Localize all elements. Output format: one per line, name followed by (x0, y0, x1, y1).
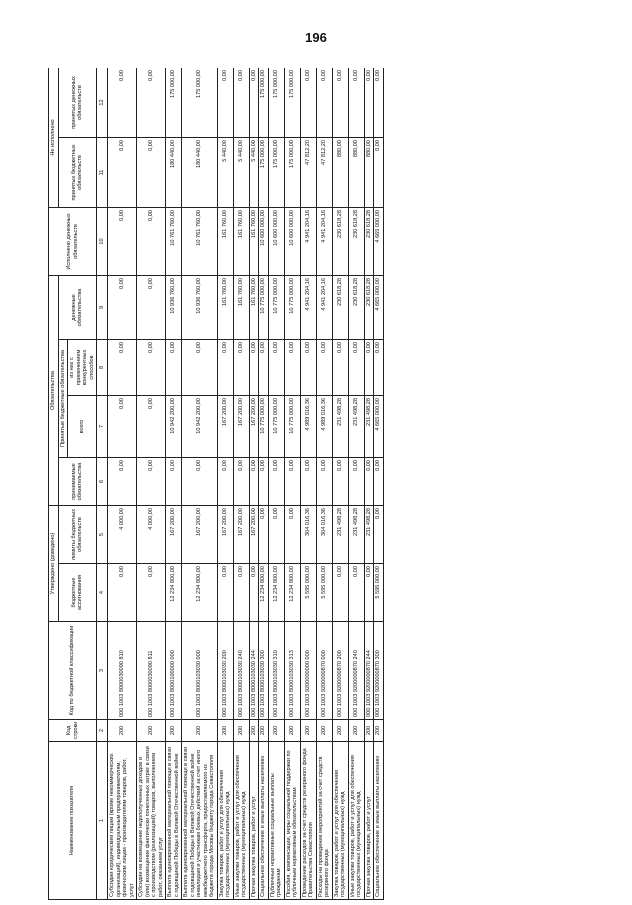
cell-executed: 10 600 000,00 (268, 207, 284, 275)
cell-limits: 231 498,28 (364, 505, 374, 563)
cell-limits: 231 498,28 (332, 505, 348, 563)
cell-competitive: 0,00 (316, 339, 332, 395)
row-name: Субсидии на возмещение недополученных доходов и (или) возмещение фактически понесенных затрат в связи с производством (реализацией) товаров, выполнением работ, оказанием услуг (137, 742, 166, 900)
cell-total: 4 989 016,36 (316, 395, 332, 457)
cell-money-obl: 161 760,00 (249, 275, 259, 339)
col-index: 7 (97, 395, 108, 457)
row-code: 000 1003 8000103030 000 (182, 622, 218, 720)
cell-not-exec-budget: 880,00 (364, 137, 374, 207)
cell-executed: 10 600 000,00 (284, 207, 300, 275)
header-code-budget: Код по бюджетной классификации (49, 622, 97, 720)
col-index: 12 (97, 68, 108, 137)
row-line: 200 (233, 720, 249, 742)
col-index: 1 (97, 742, 108, 900)
cell-limits: 167 200,00 (217, 505, 233, 563)
cell-not-exec-budget: 0,00 (137, 137, 166, 207)
row-name: Прочая закупка товаров, работ и услуг (249, 742, 259, 900)
cell-accepted: 0,00 (300, 457, 316, 505)
cell-budget-assign: 0,00 (108, 564, 137, 622)
col-index: 8 (97, 339, 108, 395)
cell-accepted: 0,00 (316, 457, 332, 505)
cell-total: 10 775 000,00 (284, 395, 300, 457)
cell-not-exec-budget: 5 440,00 (233, 137, 249, 207)
cell-limits: 167 200,00 (166, 505, 182, 563)
cell-money-obl: 4 941 204,16 (300, 275, 316, 339)
table-row (348, 68, 364, 900)
cell-budget-assign: 12 234 800,00 (166, 564, 182, 622)
cell-not-exec-money: 0,00 (316, 68, 332, 137)
cell-budget-assign: 5 595 000,00 (374, 564, 384, 622)
header-accepted-budget-obl: принятых бюджетных обязательств (58, 137, 97, 207)
table-row (332, 68, 348, 900)
cell-executed: 230 618,28 (332, 207, 348, 275)
cell-executed: 10 761 760,00 (182, 207, 218, 275)
cell-executed: 230 618,28 (364, 207, 374, 275)
row-name: Выплата единовременной материальной помощи в связи с годовщиной Победы в Великой Отечественной войне (166, 742, 182, 900)
cell-not-exec-money: 175 000,00 (182, 68, 218, 137)
row-line: 200 (182, 720, 218, 742)
header-total: всего (68, 395, 97, 457)
row-code: 000 1003 8000103030 200 (217, 622, 233, 720)
table-row (249, 68, 259, 900)
header-accepted: принимаемые обязательства (58, 457, 97, 505)
cell-not-exec-money: 175 000,00 (268, 68, 284, 137)
cell-budget-assign: 0,00 (332, 564, 348, 622)
row-name: Субсидии юридическим лицам (кроме некоммерческих организаций), индивидуальным предпринимателям, физическим лицам - производителям товаров, работ, услуг (108, 742, 137, 900)
cell-not-exec-budget: 0,00 (374, 137, 384, 207)
cell-not-exec-budget: 175 000,00 (284, 137, 300, 207)
cell-accepted: 0,00 (374, 457, 384, 505)
cell-money-obl: 10 775 000,00 (284, 275, 300, 339)
header-accepted-budget: Принятые бюджетные обязательства (58, 339, 68, 457)
col-index: 6 (97, 457, 108, 505)
cell-not-exec-money: 0,00 (108, 68, 137, 137)
header-name: Наименование показателя (49, 742, 97, 900)
column-index-row (97, 68, 108, 900)
cell-executed: 10 600 000,00 (259, 207, 269, 275)
cell-budget-assign: 0,00 (137, 564, 166, 622)
cell-total: 0,00 (108, 395, 137, 457)
col-index: 3 (97, 622, 108, 720)
cell-money-obl: 4 941 204,16 (316, 275, 332, 339)
cell-limits: 4 000,00 (108, 505, 137, 563)
cell-not-exec-money: 0,00 (374, 68, 384, 137)
cell-executed: 4 941 204,16 (316, 207, 332, 275)
cell-competitive: 0,00 (268, 339, 284, 395)
cell-executed: 4 941 204,16 (300, 207, 316, 275)
table-row (259, 68, 269, 900)
table-row (300, 68, 316, 900)
row-line: 200 (284, 720, 300, 742)
cell-limits: 304 016,36 (316, 505, 332, 563)
col-index: 5 (97, 505, 108, 563)
row-name: Социальное обеспечение и иные выплаты населению (259, 742, 269, 900)
cell-total: 10 775 000,00 (268, 395, 284, 457)
cell-competitive: 0,00 (182, 339, 218, 395)
cell-not-exec-money: 0,00 (364, 68, 374, 137)
cell-not-exec-money: 0,00 (249, 68, 259, 137)
row-line: 200 (166, 720, 182, 742)
cell-total: 231 498,28 (332, 395, 348, 457)
cell-budget-assign: 5 595 000,00 (316, 564, 332, 622)
cell-money-obl: 10 936 760,00 (166, 275, 182, 339)
cell-money-obl: 230 618,28 (364, 275, 374, 339)
cell-budget-assign: 0,00 (233, 564, 249, 622)
cell-limits: 231 498,28 (348, 505, 364, 563)
cell-money-obl: 0,00 (137, 275, 166, 339)
cell-executed: 161 760,00 (217, 207, 233, 275)
cell-executed: 230 618,28 (348, 207, 364, 275)
header-executed-money: Исполнено денежных обязательств (49, 207, 97, 275)
cell-not-exec-money: 0,00 (217, 68, 233, 137)
row-line: 200 (108, 720, 137, 742)
cell-total: 10 942 200,00 (166, 395, 182, 457)
row-name: Социальное обеспечение и иные выплаты населению (374, 742, 384, 900)
cell-budget-assign: 0,00 (364, 564, 374, 622)
row-code: 000 1003 9200000000 000 (300, 622, 316, 720)
cell-money-obl: 10 775 000,00 (259, 275, 269, 339)
cell-limits: 0,00 (374, 505, 384, 563)
cell-money-obl: 4 665 000,00 (374, 275, 384, 339)
cell-not-exec-budget: 880,00 (348, 137, 364, 207)
cell-limits: 304 016,36 (300, 505, 316, 563)
row-line: 200 (217, 720, 233, 742)
cell-competitive: 0,00 (348, 339, 364, 395)
cell-budget-assign: 5 595 000,00 (300, 564, 316, 622)
cell-executed: 161 760,00 (249, 207, 259, 275)
row-name: Иные закупки товаров, работ и услуг для обеспечения государственных (муниципальных) нужд (233, 742, 249, 900)
cell-not-exec-budget: 180 440,00 (182, 137, 218, 207)
cell-competitive: 0,00 (233, 339, 249, 395)
cell-money-obl: 10 775 000,00 (268, 275, 284, 339)
row-line: 200 (249, 720, 259, 742)
col-index: 9 (97, 275, 108, 339)
row-line: 200 (268, 720, 284, 742)
row-line: 200 (316, 720, 332, 742)
row-line: 200 (137, 720, 166, 742)
cell-accepted: 0,00 (217, 457, 233, 505)
header-money-obl: денежные обязательства (58, 275, 97, 339)
cell-accepted: 0,00 (233, 457, 249, 505)
table-row (108, 68, 137, 900)
cell-budget-assign: 0,00 (249, 564, 259, 622)
cell-executed: 10 761 760,00 (166, 207, 182, 275)
cell-limits: 4 000,00 (137, 505, 166, 563)
row-code: 000 1003 8000103030 240 (233, 622, 249, 720)
row-name: Расходы на проведение мероприятий за счет средств резервного фонда (316, 742, 332, 900)
table-row (217, 68, 233, 900)
cell-competitive: 0,00 (217, 339, 233, 395)
cell-executed: 161 760,00 (233, 207, 249, 275)
row-name: Закупка товаров, работ и услуг для обеспечения государственных (муниципальных) нужд (217, 742, 233, 900)
header-accepted-money-obl: принятых денежных обязательств (58, 68, 97, 137)
row-line: 200 (332, 720, 348, 742)
cell-competitive: 0,00 (300, 339, 316, 395)
cell-accepted: 0,00 (364, 457, 374, 505)
table-row (268, 68, 284, 900)
table-row (182, 68, 218, 900)
cell-accepted: 0,00 (182, 457, 218, 505)
cell-limits: 0,00 (268, 505, 284, 563)
cell-competitive: 0,00 (332, 339, 348, 395)
row-code: 000 1003 8000030090 811 (137, 622, 166, 720)
cell-accepted: 0,00 (108, 457, 137, 505)
cell-accepted: 0,00 (348, 457, 364, 505)
cell-limits: 167 200,00 (182, 505, 218, 563)
row-name: Выплата единовременной материальной помощи в связи с годовщиной Победы в Великой Отечественной войне инвалидам и участникам боевых действий за счет иного межбюджетного трансферта, предоставляемого из бюджета города Москвы бюджету города Севастополя (182, 742, 218, 900)
rotated-table-area (48, 68, 582, 900)
cell-not-exec-budget: 0,00 (108, 137, 137, 207)
row-name: Публичные нормативные социальные выплаты гражданам (268, 742, 284, 900)
cell-competitive: 0,00 (284, 339, 300, 395)
cell-total: 167 200,00 (233, 395, 249, 457)
cell-not-exec-budget: 5 440,00 (217, 137, 233, 207)
header-budget-assign: бюджетные ассигнования (58, 564, 97, 622)
row-code: 000 1003 9200000870 000 (316, 622, 332, 720)
cell-accepted: 0,00 (268, 457, 284, 505)
header-limits: лимиты бюджетных обязательств (58, 505, 97, 563)
cell-accepted: 0,00 (259, 457, 269, 505)
row-name: Проведение расходов за счет средств резервного фонда Правительства Севастополя (300, 742, 316, 900)
cell-not-exec-money: 0,00 (300, 68, 316, 137)
cell-limits: 0,00 (284, 505, 300, 563)
report-table (48, 68, 384, 900)
cell-total: 10 775 000,00 (259, 395, 269, 457)
page-number: 196 (305, 30, 327, 45)
header-code-line: Код строки (49, 720, 97, 742)
cell-money-obl: 230 618,28 (348, 275, 364, 339)
header-competitive: из них с применением конкурентных способов (68, 339, 97, 395)
row-code: 000 1003 8000103030 300 (259, 622, 269, 720)
cell-total: 0,00 (137, 395, 166, 457)
header-approved: Утверждено (доведено) (49, 505, 59, 621)
cell-total: 167 200,00 (249, 395, 259, 457)
header-obligations: Обязательства (49, 275, 59, 505)
cell-limits: 0,00 (259, 505, 269, 563)
cell-competitive: 0,00 (137, 339, 166, 395)
cell-not-exec-money: 175 000,00 (259, 68, 269, 137)
row-line: 200 (259, 720, 269, 742)
row-name: Закупка товаров, работ и услуг для обеспечения государственных (муниципальных) нужд (332, 742, 348, 900)
cell-accepted: 0,00 (332, 457, 348, 505)
cell-budget-assign: 12 234 800,00 (182, 564, 218, 622)
cell-money-obl: 161 760,00 (233, 275, 249, 339)
cell-accepted: 0,00 (249, 457, 259, 505)
cell-competitive: 0,00 (249, 339, 259, 395)
row-code: 000 1003 8000103030 244 (249, 622, 259, 720)
cell-budget-assign: 0,00 (217, 564, 233, 622)
cell-money-obl: 10 936 760,00 (182, 275, 218, 339)
row-line: 200 (300, 720, 316, 742)
header-not-executed: Не исполнено (49, 68, 59, 207)
cell-total: 231 498,28 (348, 395, 364, 457)
cell-not-exec-money: 0,00 (233, 68, 249, 137)
row-code: 000 1003 9200000870 240 (348, 622, 364, 720)
cell-accepted: 0,00 (166, 457, 182, 505)
cell-competitive: 0,00 (374, 339, 384, 395)
cell-accepted: 0,00 (284, 457, 300, 505)
cell-limits: 167 200,00 (233, 505, 249, 563)
row-line: 200 (374, 720, 384, 742)
cell-competitive: 0,00 (166, 339, 182, 395)
header-row-1 (49, 68, 59, 900)
cell-total: 167 200,00 (217, 395, 233, 457)
row-name: Прочая закупка товаров, работ и услуг (364, 742, 374, 900)
cell-money-obl: 0,00 (108, 275, 137, 339)
table-row (364, 68, 374, 900)
cell-executed: 0,00 (137, 207, 166, 275)
cell-money-obl: 230 618,28 (332, 275, 348, 339)
row-code: 000 1003 9200000870 200 (332, 622, 348, 720)
table-row (284, 68, 300, 900)
cell-executed: 4 665 000,00 (374, 207, 384, 275)
cell-not-exec-money: 0,00 (137, 68, 166, 137)
row-code: 000 1003 8000100000 000 (166, 622, 182, 720)
cell-not-exec-budget: 47 812,20 (300, 137, 316, 207)
row-code: 000 1003 8000030090 810 (108, 622, 137, 720)
cell-money-obl: 161 760,00 (217, 275, 233, 339)
cell-total: 231 498,28 (364, 395, 374, 457)
cell-total: 4 989 016,36 (300, 395, 316, 457)
cell-not-exec-budget: 175 000,00 (259, 137, 269, 207)
cell-limits: 167 200,00 (249, 505, 259, 563)
cell-not-exec-money: 175 000,00 (284, 68, 300, 137)
cell-budget-assign: 12 234 800,00 (284, 564, 300, 622)
cell-competitive: 0,00 (108, 339, 137, 395)
table-row (316, 68, 332, 900)
table-row (374, 68, 384, 900)
cell-not-exec-budget: 175 000,00 (268, 137, 284, 207)
row-line: 200 (364, 720, 374, 742)
col-index: 4 (97, 564, 108, 622)
cell-budget-assign: 0,00 (348, 564, 364, 622)
cell-budget-assign: 12 234 800,00 (268, 564, 284, 622)
row-code: 000 1003 9200000870 300 (374, 622, 384, 720)
cell-not-exec-budget: 880,00 (332, 137, 348, 207)
cell-budget-assign: 12 234 800,00 (259, 564, 269, 622)
row-code: 000 1003 8000103030 310 (268, 622, 284, 720)
table-row (137, 68, 166, 900)
col-index: 11 (97, 137, 108, 207)
cell-total: 4 665 000,00 (374, 395, 384, 457)
table-row (166, 68, 182, 900)
cell-not-exec-budget: 47 812,20 (316, 137, 332, 207)
cell-competitive: 0,00 (259, 339, 269, 395)
cell-competitive: 0,00 (364, 339, 374, 395)
table-row (233, 68, 249, 900)
cell-not-exec-money: 175 000,00 (166, 68, 182, 137)
cell-executed: 0,00 (108, 207, 137, 275)
row-line: 200 (348, 720, 364, 742)
row-code: 000 1003 9200000870 244 (364, 622, 374, 720)
table-body (108, 68, 384, 900)
row-name: Иные закупки товаров, работ и услуг для обеспечения государственных (муниципальных) нужд (348, 742, 364, 900)
cell-not-exec-budget: 5 440,00 (249, 137, 259, 207)
cell-not-exec-money: 0,00 (348, 68, 364, 137)
row-name: Пособия, компенсации, меры социальной поддержки по публичным нормативным обязательствам (284, 742, 300, 900)
cell-not-exec-budget: 180 440,00 (166, 137, 182, 207)
row-code: 000 1003 8000103030 313 (284, 622, 300, 720)
cell-total: 10 942 200,00 (182, 395, 218, 457)
col-index: 10 (97, 207, 108, 275)
cell-accepted: 0,00 (137, 457, 166, 505)
report-table-container (48, 68, 582, 900)
col-index: 2 (97, 720, 108, 742)
cell-not-exec-money: 0,00 (332, 68, 348, 137)
